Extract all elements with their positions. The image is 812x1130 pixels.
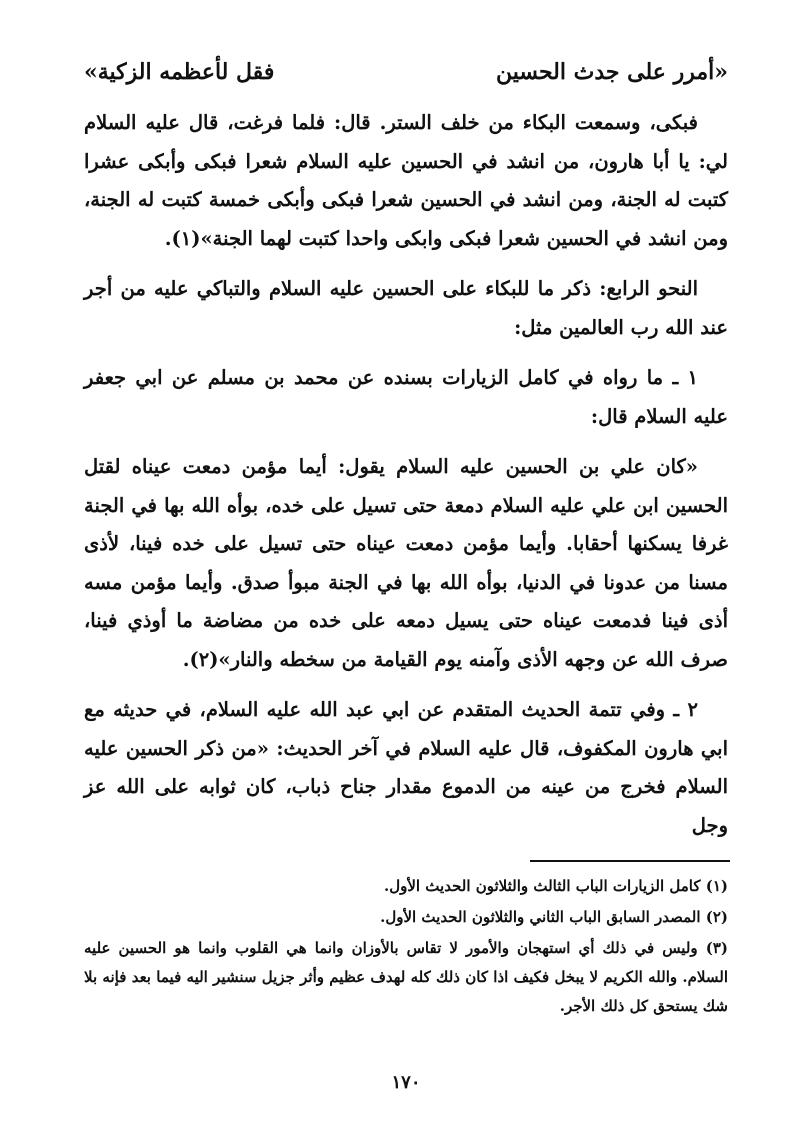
footnote-3: (٣) وليس في ذلك أي استهجان والأمور لا تقاس بالأوزان وانما هي القلوب وانما هو الحسين عليه السلام. والله الكريم لا يبخل فكيف اذا كان ذلك كله لهدف عظيم وأثر جزيل سنشير اليه فيما بعد فإنه بلا شك يستحق كل ذلك الأجر. xyxy=(84,939,728,1015)
paragraph-2: النحو الرابع: ذكر ما للبكاء على الحسين عليه السلام والتباكي عليه من أجر عند الله رب العالمين مثل: xyxy=(84,277,728,339)
paragraph-1: فبكى، وسمعت البكاء من خلف الستر. قال: فلما فرغت، قال عليه السلام لي: يا أبا هارون، من انشد في الحسين عليه السلام شعرا فبكى وأبكى عشرا كتبت له الجنة، ومن انشد في الحسين شعرا فبكى وأبكى خمسة كتبت له الجنة، ومن انشد في الحسين شعرا فبكى وابكى واحدا كتبت لهما الجنة»(١). xyxy=(84,111,728,250)
paragraph-5: ٢ ـ وفي تتمة الحديث المتقدم عن ابي عبد الله عليه السلام، في حديثه مع ابي هارون المكفوف، قال عليه السلام في آخر الحديث: «من ذكر الحسين عليه السلام فخرج من عينه من الدموع مقدار جناح ذباب، كان ثوابه على الله عز وجل xyxy=(84,698,728,837)
paragraph-4: «كان علي بن الحسين عليه السلام يقول: أيما مؤمن دمعت عيناه لقتل الحسين ابن علي عليه السلام دمعة حتى تسيل على خده، بوأه الله بها في الجنة غرفا يسكنها أحقابا. وأيما مؤمن دمعت عيناه حتى تسيل على خده فينا، لأذى مسنا من عدونا في الدنيا، بوأه الله بها في الجنة مبوأ صدق. وأيما مؤمن مسه أذى فينا فدمعت عيناه حتى يسيل دمعه على خده من مضاضة ما أوذي فينا، صرف الله عن وجهه الأذى وآمنه يوم القيامة من سخطه والنار»(٢). xyxy=(84,455,728,671)
footnotes xyxy=(84,872,728,1023)
paragraph-3: ١ ـ ما رواه في كامل الزيارات بسنده عن محمد بن مسلم عن ابي جعفر عليه السلام قال: xyxy=(84,366,728,428)
footnote-1: (١) كامل الزيارات الباب الثالث والثلاثون الحديث الأول. xyxy=(384,877,728,895)
running-header xyxy=(84,52,728,92)
main-text xyxy=(84,104,728,857)
footnote-divider xyxy=(530,860,730,862)
header-verse-left: فقل لأعظمه الزكية» xyxy=(84,59,275,85)
footnote-2: (٢) المصدر السابق الباب الثاني والثلاثون الحديث الأول. xyxy=(380,908,728,926)
page-number: ١٧٠ xyxy=(391,1072,421,1093)
header-verse-right: «أمرر على جدث الحسين xyxy=(495,59,728,85)
